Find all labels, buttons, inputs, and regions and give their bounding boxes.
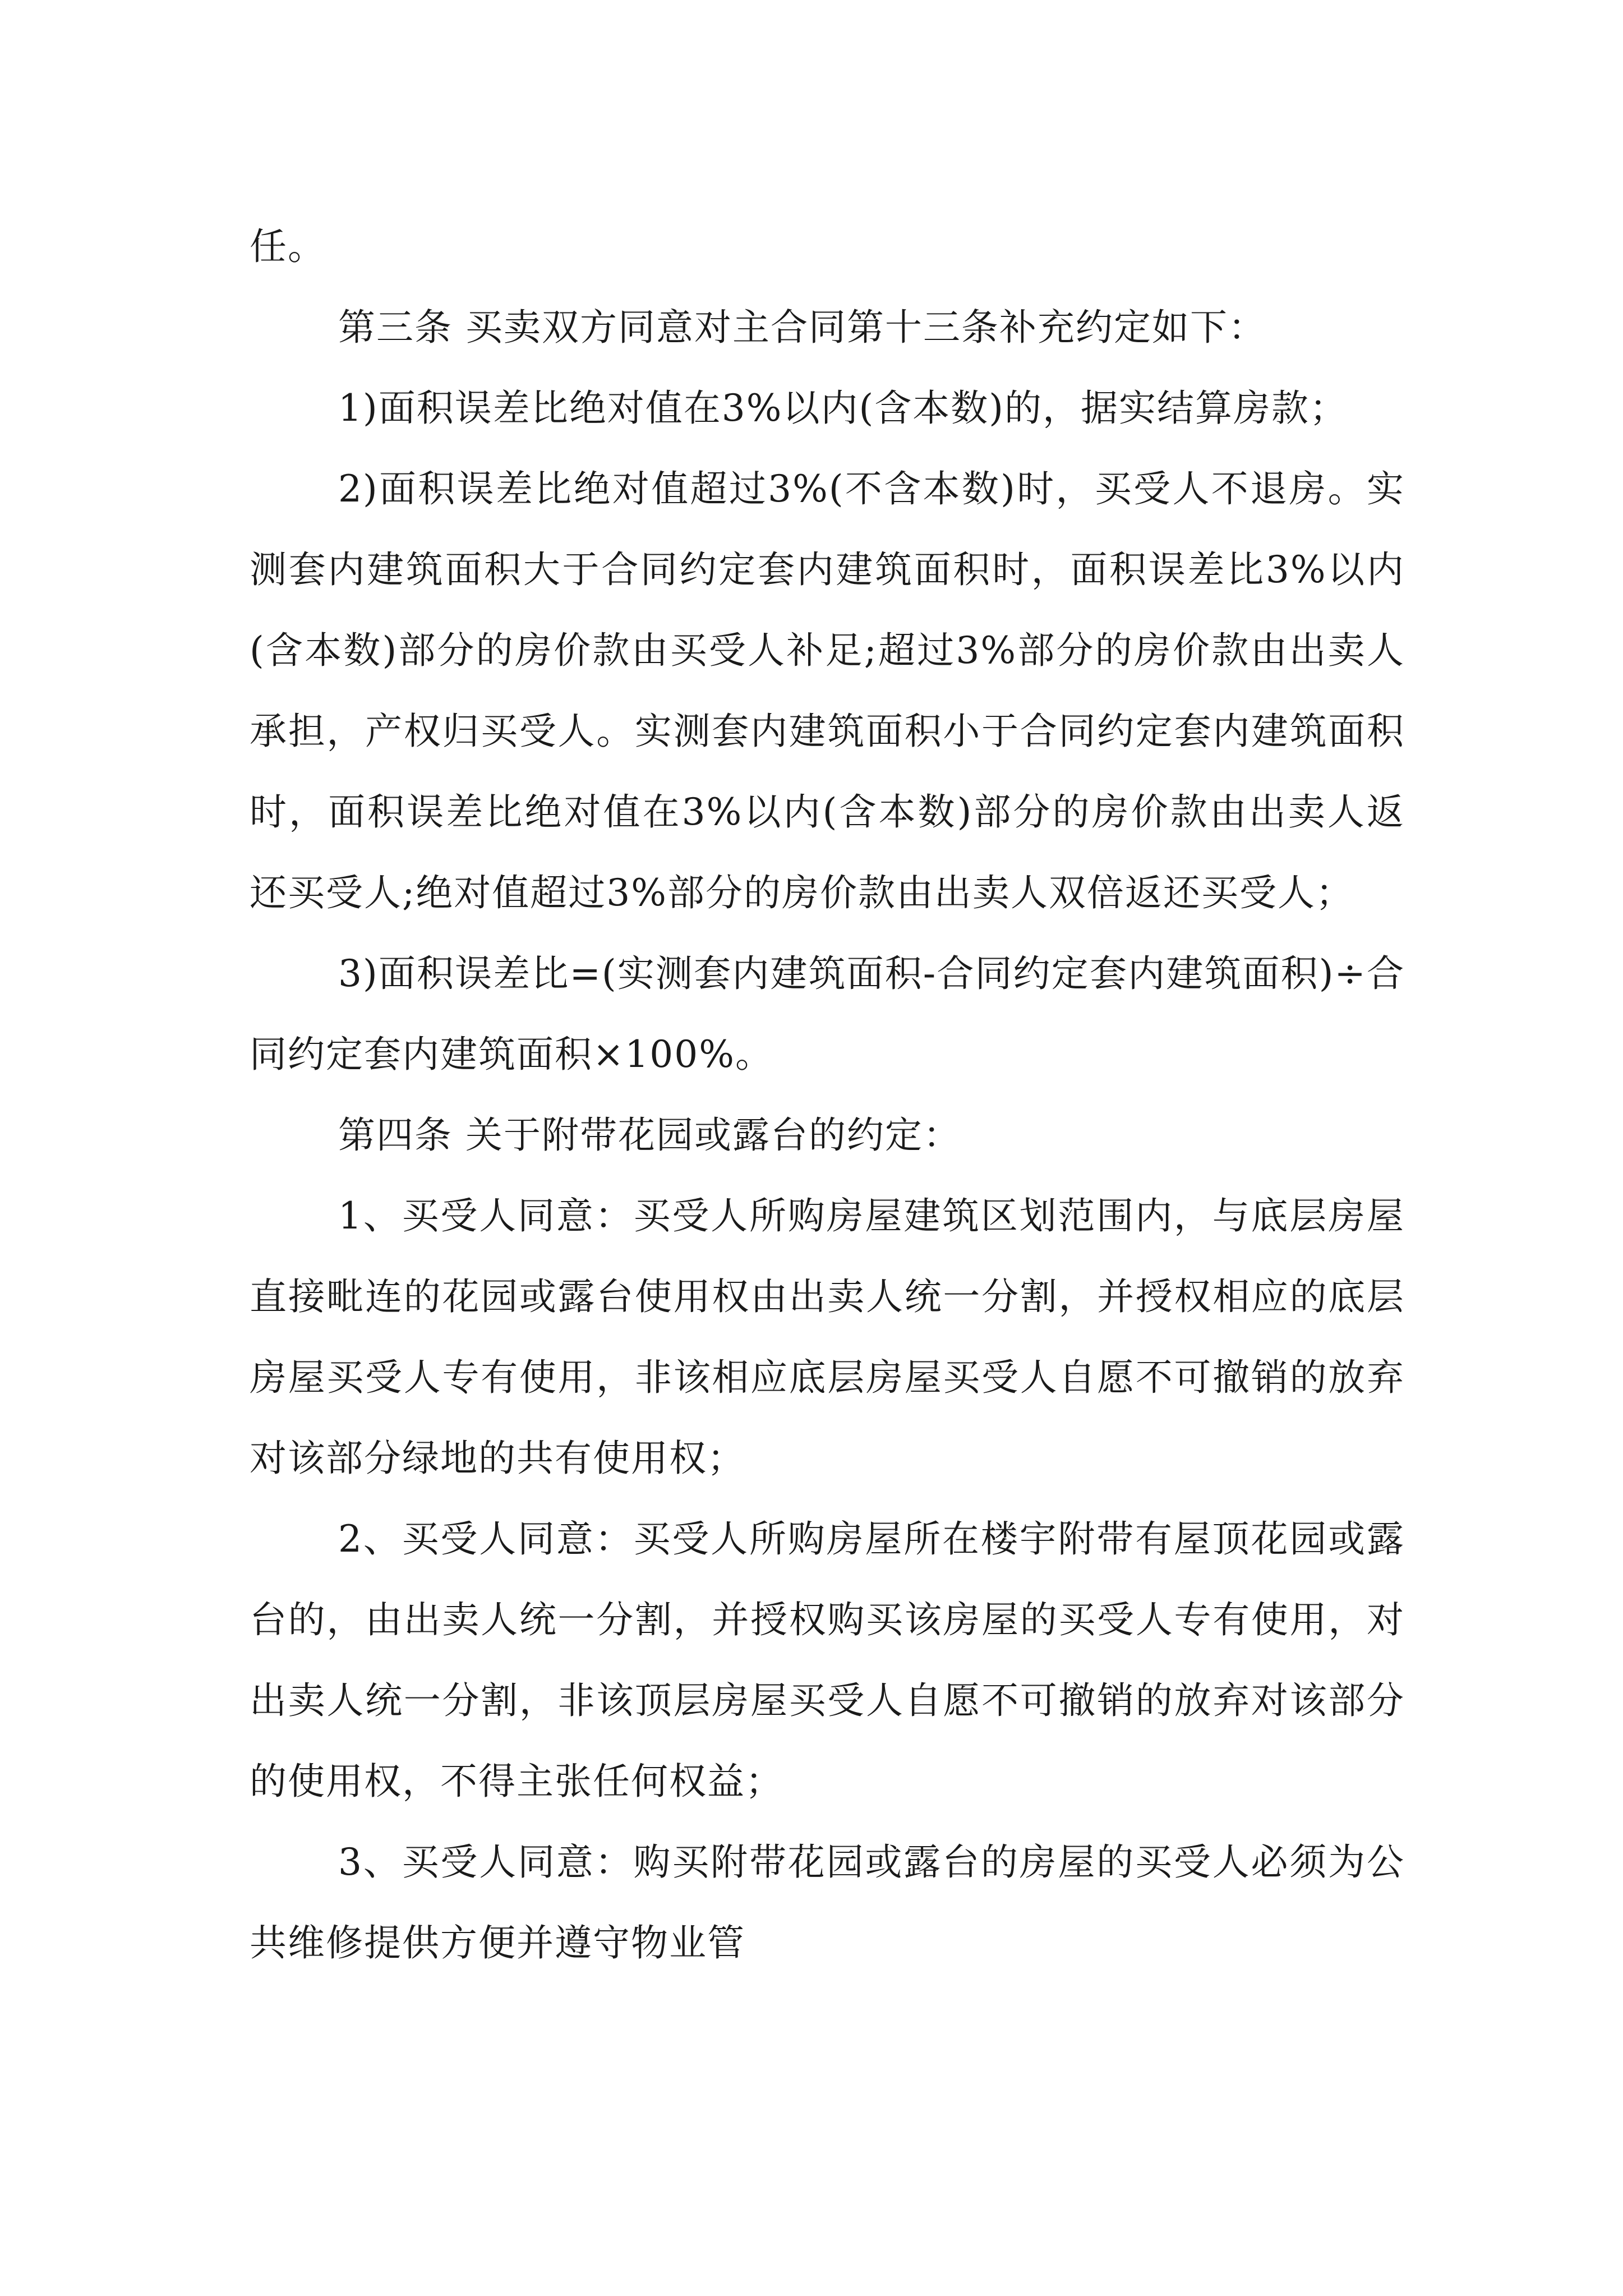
paragraph-article-4-item-2: 2、买受人同意：买受人所购房屋所在楼宇附带有屋顶花园或露台的，由出卖人统一分割，并授权购买该房屋的买受人专有使用，对出卖人统一分割，非该顶层房屋买受人自愿不可撤销的放弃对该部分的使用权，不得主张任何权益； (250, 1517, 1405, 1803)
paragraph-continuation: 任。 (250, 225, 326, 268)
paragraph-article-4-item-3: 3、买受人同意：购买附带花园或露台的房屋的买受人必须为公共维修提供方便并遵守物业管 (250, 1841, 1405, 1964)
document-body (250, 206, 1405, 1984)
paragraph-article-3-item-3: 3)面积误差比=(实测套内建筑面积-合同约定套内建筑面积)÷合同约定套内建筑面积×100%。 (250, 952, 1405, 1076)
paragraph-article-4-item-1: 1、买受人同意：买受人所购房屋建筑区划范围内，与底层房屋直接毗连的花园或露台使用权由出卖人统一分割，并授权相应的底层房屋买受人专有使用，非该相应底层房屋买受人自愿不可撤销的放弃对该部分绿地的共有使用权； (250, 1194, 1405, 1480)
paragraph-article-4-heading: 第四条 关于附带花园或露台的约定： (338, 1114, 961, 1157)
paragraph-article-3-item-1: 1)面积误差比绝对值在3%以内(含本数)的，据实结算房款； (338, 386, 1348, 430)
paragraph-article-3-item-2: 2)面积误差比绝对值超过3%(不含本数)时，买受人不退房。实测套内建筑面积大于合同约定套内建筑面积时，面积误差比3%以内(含本数)部分的房价款由买受人补足;超过3%部分的房价款由出卖人承担，产权归买受人。实测套内建筑面积小于合同约定套内建筑面积时，面积误差比绝对值在3%以内(含本数)部分的房价款由出卖人返还买受人;绝对值超过3%部分的房价款由出卖人双倍返还买受人； (250, 467, 1405, 914)
paragraph-article-3-heading: 第三条 买卖双方同意对主合同第十三条补充约定如下： (338, 306, 1266, 349)
